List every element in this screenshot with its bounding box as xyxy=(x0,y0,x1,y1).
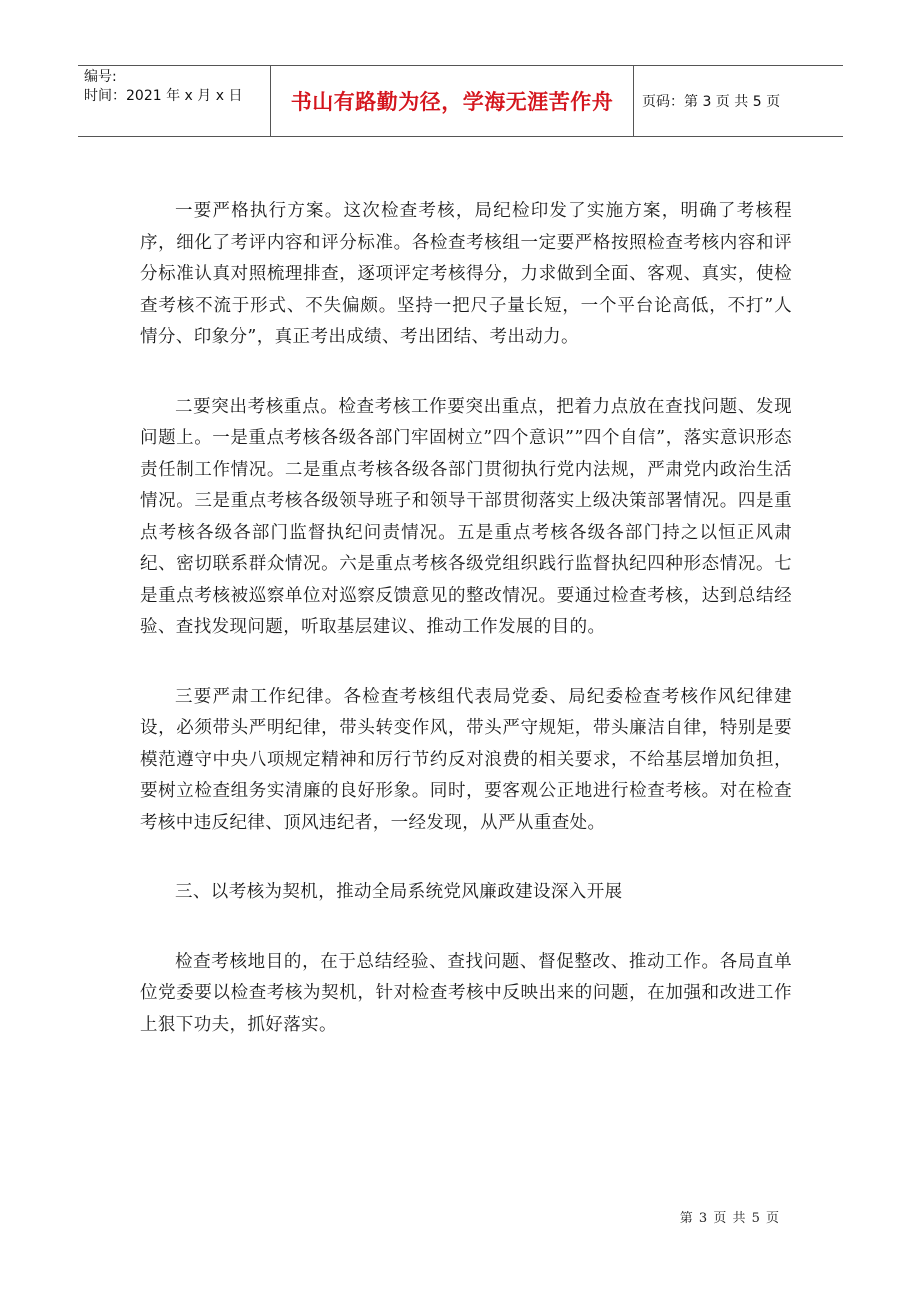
page-footer: 第 3 页 共 5 页 xyxy=(679,1211,780,1226)
section-heading: 三、以考核为契机，推动全局系统党风廉政建设深入开展 xyxy=(175,882,623,902)
document-date-label: 时间：2021 年 x 月 x 日 xyxy=(84,88,243,104)
page-header xyxy=(78,65,843,137)
paragraph-purpose: 检查考核地目的，在于总结经验、查找问题、督促整改、推动工作。各局直单位党委要以检查考核为契机，针对检查考核中反映出来的问题，在加强和改进工作上狠下功夫，抓好落实。 xyxy=(140,951,792,1035)
document-body xyxy=(140,196,792,1041)
header-motto: 书山有路勤为径，学海无涯苦作舟 xyxy=(271,66,634,136)
paragraph-work-discipline: 三要严肃工作纪律。各检查考核组代表局党委、局纪委检查考核作风纪律建设，必须带头严明纪律，带头转变作风，带头严守规矩，带头廉洁自律，特别是要模范遵守中央八项规定精神和厉行节约反对浪费的相关要求，不给基层增加负担，要树立检查组务实清廉的良好形象。同时，要客观公正地进行检查考核。对在检查考核中违反纪律、顶风违纪者，一经发现，从严从重查处。 xyxy=(140,686,792,833)
header-page-number: 页码：第 3 页 共 5 页 xyxy=(642,94,781,110)
header-meta xyxy=(78,66,271,136)
paragraph-strict-execution: 一要严格执行方案。这次检查考核，局纪检印发了实施方案，明确了考核程序，细化了考评内容和评分标准。各检查考核组一定要严格按照检查考核内容和评分标准认真对照梳理排查，逐项评定考核得分，力求做到全面、客观、真实，使检查考核不流于形式、不失偏颇。坚持一把尺子量长短，一个平台论高低，不打”人情分、印象分”，真正考出成绩、考出团结、考出动力。 xyxy=(140,201,792,347)
paragraph-key-points: 二要突出考核重点。检查考核工作要突出重点，把着力点放在查找问题、发现问题上。一是重点考核各级各部门牢固树立”四个意识””四个自信”，落实意识形态责任制工作情况。二是重点考核各级各部门贯彻执行党内法规，严肃党内政治生活情况。三是重点考核各级领导班子和领导干部贯彻落实上级决策部署情况。四是重点考核各级各部门监督执纪问责情况。五是重点考核各级各部门持之以恒正风肃纪、密切联系群众情况。六是重点考核各级党组织践行监督执纪四种形态情况。七是重点考核被巡察单位对巡察反馈意见的整改情况。要通过检查考核，达到总结经验、查找发现问题，听取基层建议、推动工作发展的目的。 xyxy=(140,396,792,637)
document-number-label: 编号: xyxy=(84,69,117,85)
